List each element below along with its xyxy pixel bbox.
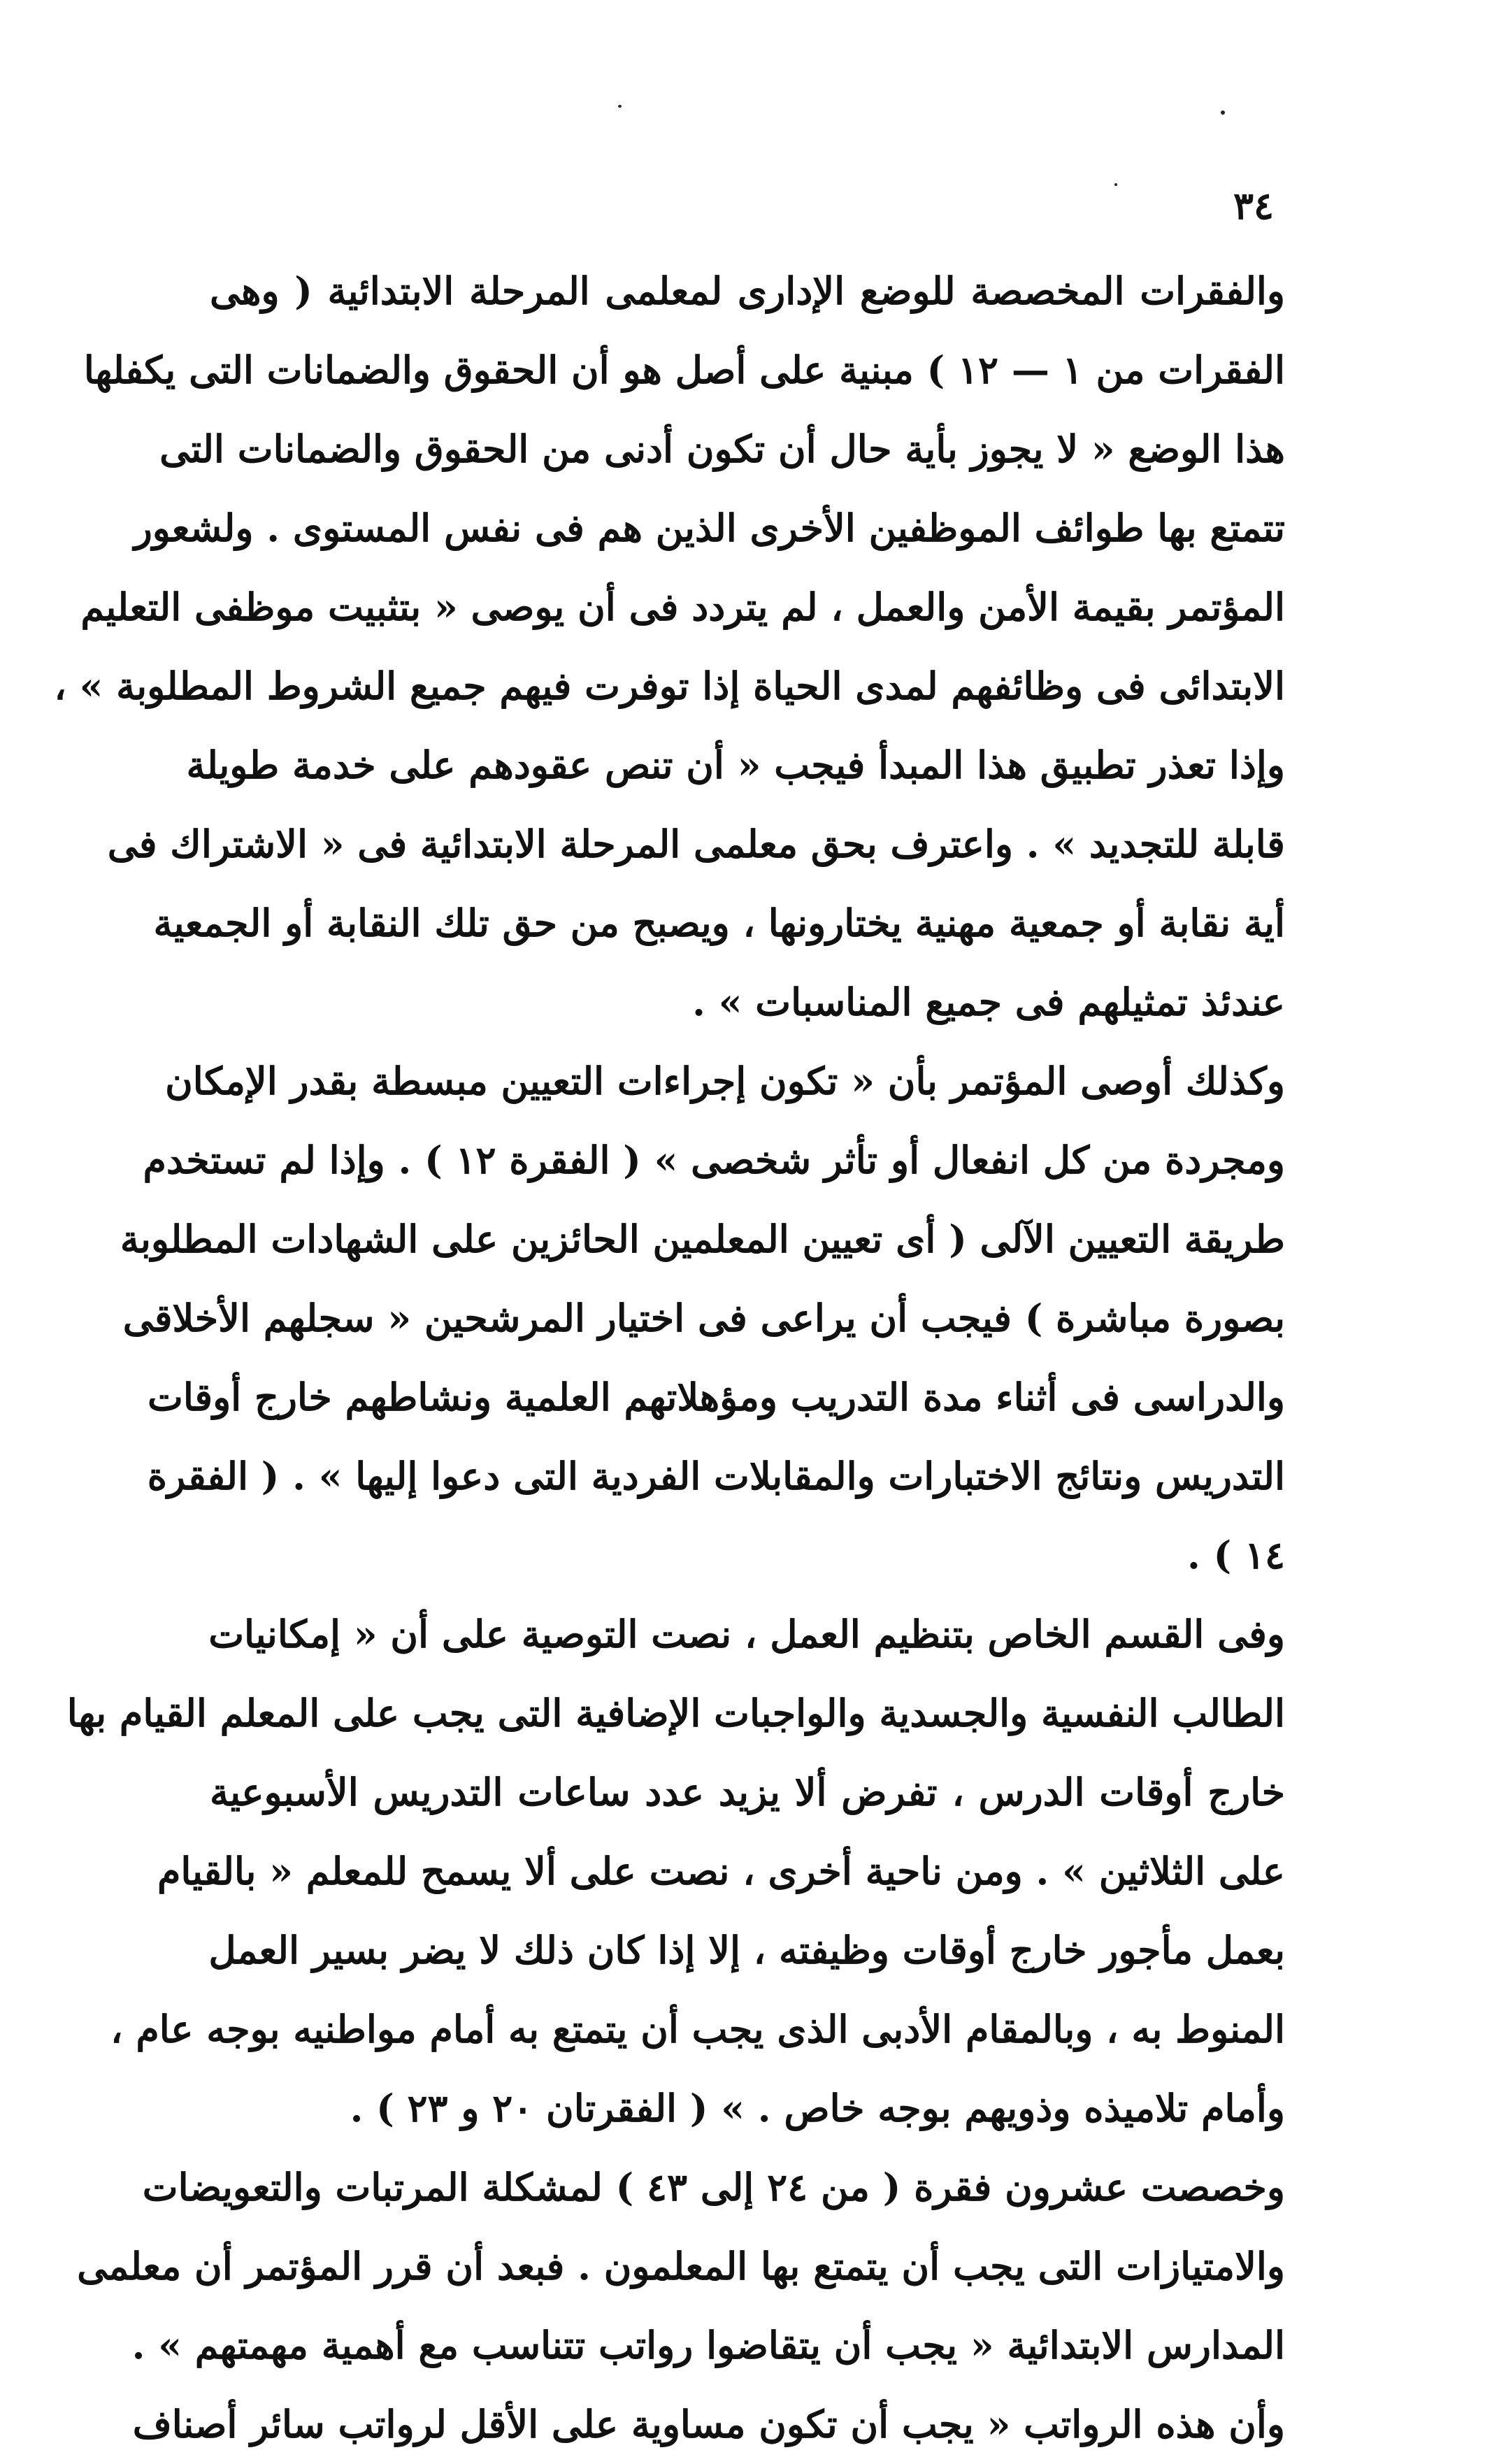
text-line: بعمل مأجور خارج أوقات وظيفته ، إلا إذا كان ذلك لا يضر بسير العمل — [208, 1928, 1285, 1972]
text-line: وأمام تلاميذه وذويهم بوجه خاص . » ( الفقرتان ٢٠ و ٢٣ ) . — [350, 2086, 1285, 2130]
text-line: الطالب النفسية والجسدية والواجبات الإضافية التى يجب على المعلم القيام بها — [66, 1691, 1285, 1735]
scan-speck — [1221, 110, 1225, 115]
text-line: أية نقابة أو جمعية مهنية يختارونها ، ويصبح من حق تلك النقابة أو الجمعية — [153, 901, 1285, 945]
text-line: ومجردة من كل انفعال أو تأثر شخصى » ( الفقرة ١٢ ) . وإذا لم تستخدم — [143, 1138, 1285, 1182]
text-line: التدريس ونتائج الاختبارات والمقابلات الفردية التى دعوا إليها » . ( الفقرة — [147, 1454, 1285, 1498]
paragraph-administrative-status — [54, 252, 1285, 1042]
text-line: وأن هذه الرواتب « يجب أن تكون مساوية على الأقل لرواتب سائر أصناف — [132, 2402, 1285, 2447]
text-line: وإذا تعذر تطبيق هذا المبدأ فيجب « أن تنص عقودهم على خدمة طويلة — [186, 743, 1285, 787]
text-line: خارج أوقات الدرس ، تفرض ألا يزيد عدد ساعات التدريس الأسبوعية — [210, 1770, 1285, 1814]
text-line: هذا الوضع « لا يجوز بأية حال أن تكون أدنى من الحقوق والضمانات التى — [159, 427, 1285, 471]
text-line: الابتدائى فى وظائفهم لمدى الحياة إذا توفرت فيهم جميع الشروط المطلوبة » ، — [54, 664, 1285, 708]
paragraph-salaries — [77, 2148, 1285, 2464]
text-line: الفقرات من ١ — ١٢ ) مبنية على أصل هو أن الحقوق والضمانات التى يكفلها — [83, 348, 1285, 392]
text-line: المؤتمر بقيمة الأمن والعمل ، لم يتردد فى أن يوصى « بتثبيت موظفى التعليم — [80, 585, 1285, 629]
text-line: المدارس الابتدائية « يجب أن يتقاضوا رواتب تتناسب مع أهمية مهمتهم » . — [131, 2323, 1285, 2368]
text-line: وفى القسم الخاص بتنظيم العمل ، نصت التوصية على أن « إمكانيات — [208, 1612, 1285, 1656]
text-line: والامتيازات التى يجب أن يتمتع بها المعلمون . فبعد أن قرر المؤتمر أن معلمى — [77, 2244, 1285, 2288]
text-line: على الثلاثين » . ومن ناحية أخرى ، نصت على ألا يسمح للمعلم « بالقيام — [157, 1849, 1285, 1893]
text-line: بصورة مباشرة ) فيجب أن يراعى فى اختيار المرشحين « سجلهم الأخلاقى — [122, 1296, 1285, 1340]
text-line: وخصصت عشرون فقرة ( من ٢٤ إلى ٤٣ ) لمشكلة المرتبات والتعويضات — [142, 2165, 1285, 2209]
body-text — [54, 252, 1285, 2464]
text-line: تتمتع بها طوائف الموظفين الأخرى الذين هم فى نفس المستوى . ولشعور — [134, 506, 1285, 550]
text-line: عندئذ تمثيلهم فى جميع المناسبات » . — [692, 980, 1285, 1024]
paragraph-work-organization — [66, 1595, 1285, 2148]
paragraph-appointment — [120, 1042, 1285, 1595]
text-line: طريقة التعيين الآلى ( أى تعيين المعلمين الحائزين على الشهادات المطلوبة — [120, 1217, 1285, 1261]
text-line: والفقرات المخصصة للوضع الإدارى لمعلمى المرحلة الابتدائية ( وهى — [210, 268, 1285, 313]
scan-speck — [618, 105, 622, 108]
text-line: والدراسى فى أثناء مدة التدريب ومؤهلاتهم العلمية ونشاطهم خارج أوقات — [148, 1375, 1285, 1419]
page-number: ٣٤ — [1233, 183, 1274, 228]
text-line: قابلة للتجديد » . واعترف بحق معلمى المرحلة الابتدائية فى « الاشتراك فى — [107, 822, 1285, 866]
text-line: وكذلك أوصى المؤتمر بأن « تكون إجراءات التعيين مبسطة بقدر الإمكان — [165, 1059, 1285, 1103]
text-line: ١٤ ) . — [1187, 1533, 1285, 1577]
scan-speck — [1114, 183, 1117, 186]
text-line: المنوط به ، وبالمقام الأدبى الذى يجب أن يتمتع به أمام مواطنيه بوجه عام ، — [110, 2007, 1285, 2051]
